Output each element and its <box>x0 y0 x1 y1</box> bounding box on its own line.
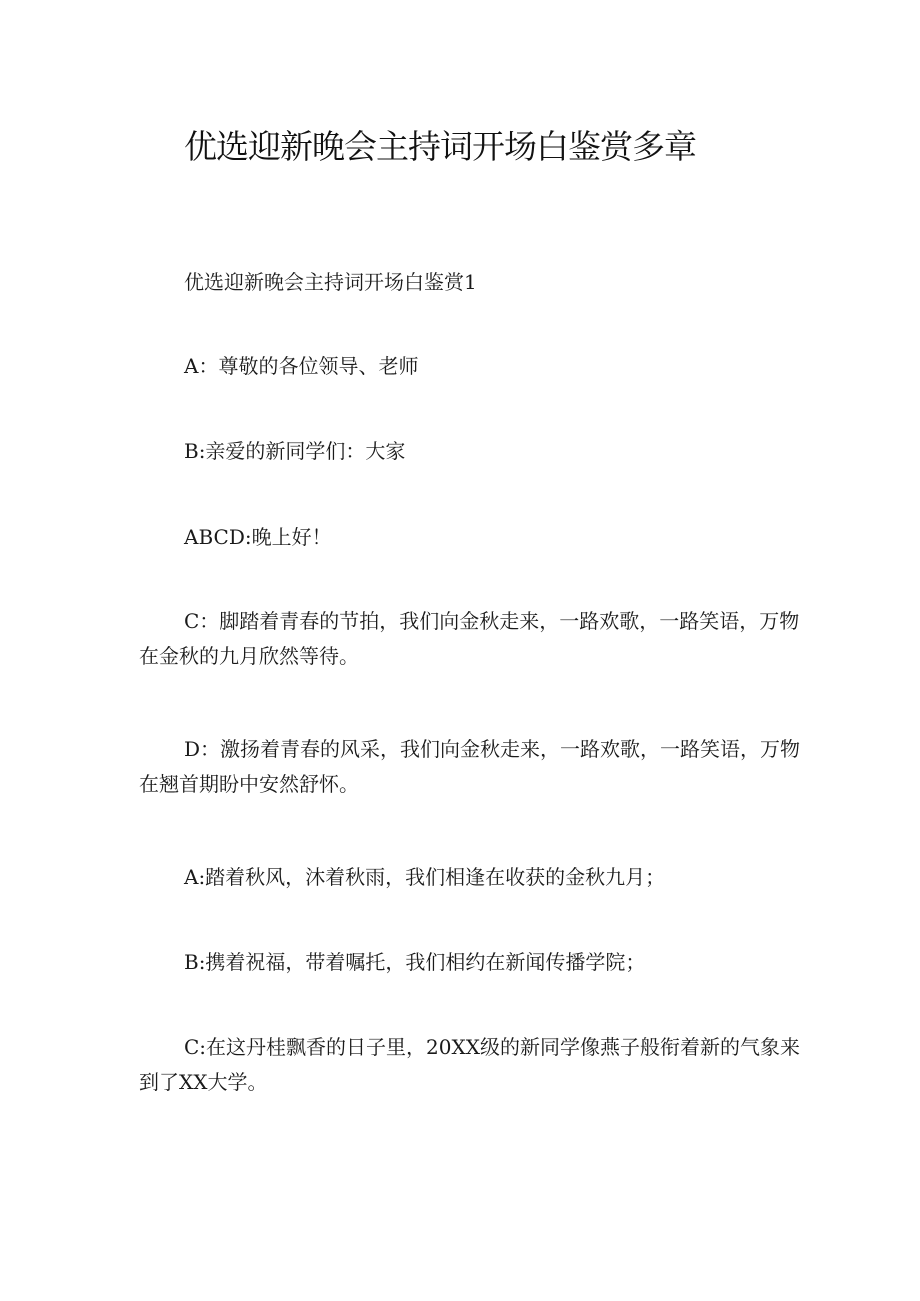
paragraph: A：尊敬的各位领导、老师 <box>184 354 419 378</box>
paragraph: D：激扬着青春的风采，我们向金秋走来，一路欢歌，一路笑语，万物在翘首期盼中安然舒怀。 <box>139 737 801 796</box>
paragraph: ABCD:晚上好！ <box>184 525 332 549</box>
paragraph: A:踏着秋风，沐着秋雨，我们相逢在收获的金秋九月； <box>184 865 666 889</box>
paragraph: C：脚踏着青春的节拍，我们向金秋走来，一路欢歌，一路笑语，万物在金秋的九月欣然等待。 <box>139 609 800 668</box>
section-heading: 优选迎新晚会主持词开场白鉴赏1 <box>184 270 477 294</box>
paragraph: B:亲爱的新同学们：大家 <box>184 439 406 463</box>
paragraph: C:在这丹桂飘香的日子里，20XX级的新同学像燕子般衔着新的气象来到了XX大学。 <box>139 1035 800 1094</box>
paragraph: B:携着祝福，带着嘱托，我们相约在新闻传播学院； <box>184 950 646 974</box>
document-title: 优选迎新晚会主持词开场白鉴赏多章 <box>184 127 696 166</box>
